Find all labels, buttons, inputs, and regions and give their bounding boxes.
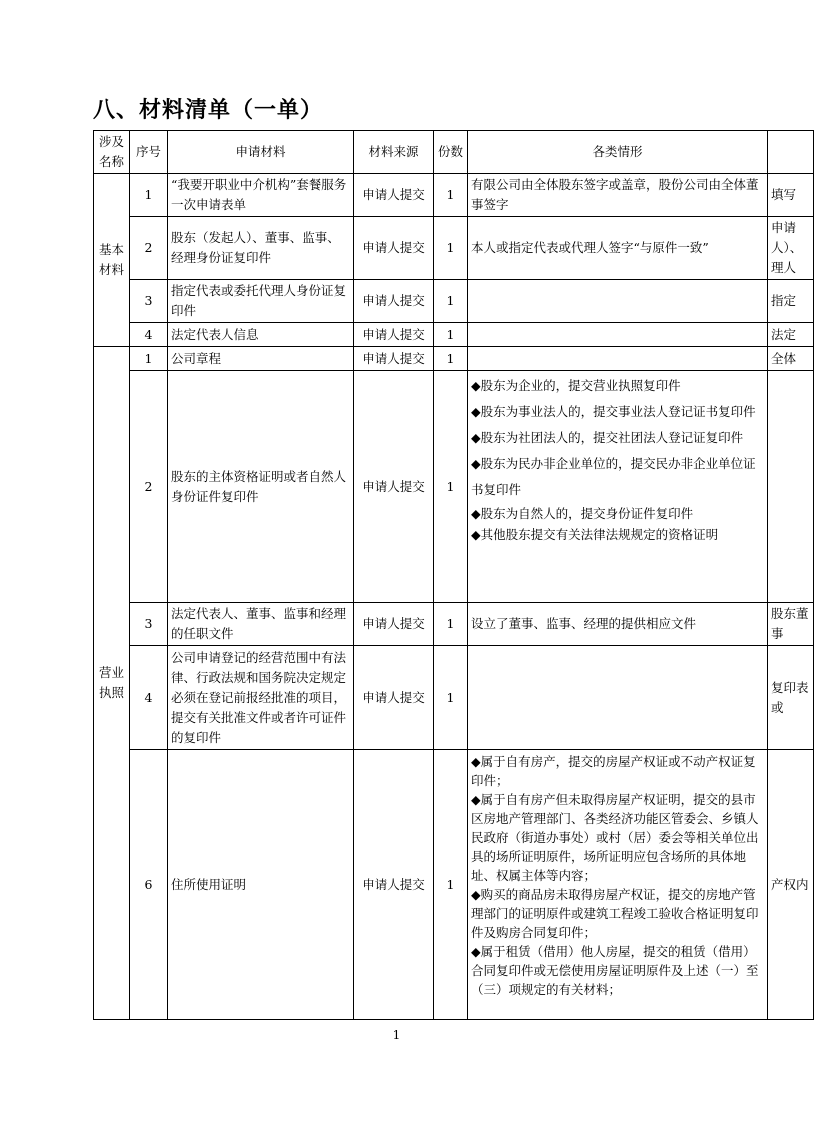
row-no: 3 [130, 280, 168, 323]
table-row [94, 371, 814, 603]
row-material: “我要开职业中介机构”套餐服务一次申请表单 [168, 174, 354, 217]
row-extra: 全体 [768, 347, 814, 371]
header-material: 申请材料 [168, 131, 354, 174]
row-copies: 1 [434, 323, 468, 347]
situation-item: ◆股东为企业的，提交营业执照复印件 [471, 378, 681, 393]
row-material: 公司申请登记的经营范围中有法律、行政法规和国务院决定规定必须在登记前报经批准的项目，提交有关批准文件或者许可证件的复印件 [168, 646, 354, 750]
table-row [94, 174, 814, 217]
row-no: 6 [130, 750, 168, 1020]
situation-item: ◆股东为事业法人的，提交事业法人登记证书复印件 [471, 404, 756, 419]
table-row [94, 323, 814, 347]
row-extra: 填写 [768, 174, 814, 217]
row-source: 申请人提交 [354, 280, 434, 323]
row-source: 申请人提交 [354, 603, 434, 646]
row-no: 1 [130, 174, 168, 217]
row-material: 法定代表人、董事、监事和经理的任职文件 [168, 603, 354, 646]
row-source: 申请人提交 [354, 217, 434, 280]
situation-item: ◆股东为社团法人的，提交社团法人登记证复印件 [471, 430, 744, 445]
row-source: 申请人提交 [354, 174, 434, 217]
row-situation [468, 323, 768, 347]
row-source: 申请人提交 [354, 347, 434, 371]
row-situation [468, 347, 768, 371]
table-row [94, 280, 814, 323]
row-copies: 1 [434, 603, 468, 646]
row-situation [468, 280, 768, 323]
row-copies: 1 [434, 347, 468, 371]
row-extra: 产权内 [768, 750, 814, 1020]
row-situations [468, 750, 768, 1020]
situation-item: ◆属于租赁（借用）他人房屋，提交的租赁（借用）合同复印件或无偿使用房屋证明原件及上述（一）至（三）项规定的有关材料； [471, 944, 759, 997]
row-extra: 股东董事 [768, 603, 814, 646]
row-source: 申请人提交 [354, 371, 434, 603]
header-copies: 份数 [434, 131, 468, 174]
row-material: 股东（发起人）、董事、监事、经理身份证复印件 [168, 217, 354, 280]
group-license: 营业执照 [94, 347, 130, 1020]
situation-item: ◆属于自有房产但未取得房屋产权证明，提交的县市区房地产管理部门、各类经济功能区管委会、乡镇人民政府（街道办事处）或村（居）委会等相关单位出具的场所证明原件，场所证明应包含场所的具体地址、权属主体等内容； [471, 792, 759, 883]
row-copies: 1 [434, 217, 468, 280]
row-situation: 有限公司由全体股东签字或盖章，股份公司由全体董事签字 [468, 174, 768, 217]
table-header-row [94, 131, 814, 174]
row-no: 4 [130, 323, 168, 347]
row-source: 申请人提交 [354, 323, 434, 347]
row-material: 住所使用证明 [168, 750, 354, 1020]
situation-item: ◆属于自有房产，提交的房屋产权证或不动产权证复印件； [471, 754, 756, 788]
header-situations: 各类情形 [468, 131, 768, 174]
row-extra: 复印表或 [768, 646, 814, 750]
situation-item: ◆股东为民办非企业单位的，提交民办非企业单位证书复印件 [471, 456, 756, 497]
group-basic: 基本材料 [94, 174, 130, 347]
row-extra: 指定 [768, 280, 814, 323]
table-row [94, 750, 814, 1020]
header-category: 涉及名称 [94, 131, 130, 174]
row-copies: 1 [434, 646, 468, 750]
materials-table-frame [93, 130, 809, 1023]
row-extra [768, 371, 814, 603]
row-material: 指定代表或委托代理人身份证复印件 [168, 280, 354, 323]
page-title: 八、材料清单（一单） [93, 98, 324, 123]
row-material: 公司章程 [168, 347, 354, 371]
row-no: 4 [130, 646, 168, 750]
row-situations [468, 371, 768, 603]
row-no: 2 [130, 217, 168, 280]
row-copies: 1 [434, 280, 468, 323]
row-source: 申请人提交 [354, 646, 434, 750]
row-material: 法定代表人信息 [168, 323, 354, 347]
table-row [94, 217, 814, 280]
row-no: 1 [130, 347, 168, 371]
table-row [94, 603, 814, 646]
situation-item: ◆其他股东提交有关法律法规规定的资格证明 [471, 527, 719, 542]
row-no: 2 [130, 371, 168, 603]
row-situation [468, 646, 768, 750]
header-no: 序号 [130, 131, 168, 174]
table-row [94, 646, 814, 750]
row-situation: 设立了董事、监事、经理的提供相应文件 [468, 603, 768, 646]
table-row [94, 347, 814, 371]
situation-item: ◆购买的商品房未取得房屋产权证，提交的房地产管理部门的证明原件或建筑工程竣工验收合格证明复印件及购房合同复印件； [471, 887, 759, 940]
materials-table [93, 130, 814, 1020]
row-copies: 1 [434, 750, 468, 1020]
row-situation: 本人或指定代表或代理人签字“与原件一致” [468, 217, 768, 280]
row-copies: 1 [434, 174, 468, 217]
row-extra: 申请人）、理人 [768, 217, 814, 280]
page-number: 1 [392, 1028, 401, 1042]
row-extra: 法定 [768, 323, 814, 347]
row-no: 3 [130, 603, 168, 646]
row-copies: 1 [434, 371, 468, 603]
header-source: 材料来源 [354, 131, 434, 174]
row-material: 股东的主体资格证明或者自然人身份证件复印件 [168, 371, 354, 603]
situation-item: ◆股东为自然人的，提交身份证件复印件 [471, 506, 694, 521]
row-source: 申请人提交 [354, 750, 434, 1020]
header-extra [768, 131, 814, 174]
